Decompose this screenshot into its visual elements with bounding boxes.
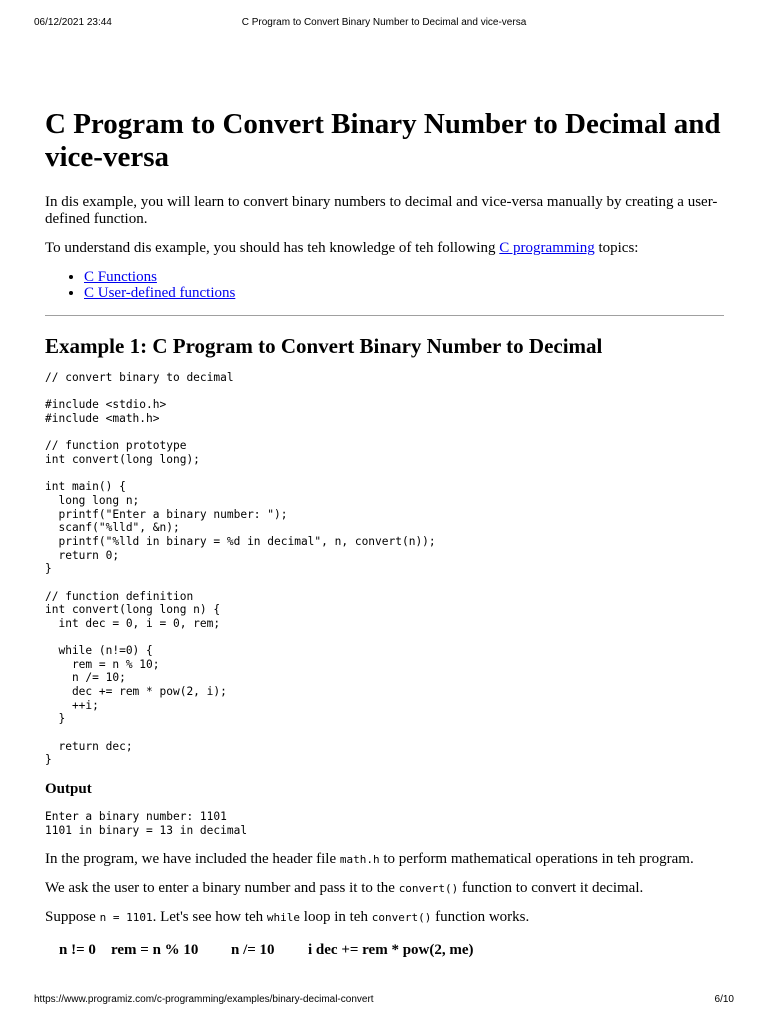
example1-heading: Example 1: C Program to Convert Binary Number to Decimal bbox=[45, 334, 603, 358]
convert-function-code: convert() bbox=[398, 882, 459, 896]
c-user-defined-functions-link[interactable]: C User-defined functions bbox=[84, 285, 236, 301]
intro-paragraph: In dis example, you will learn to convert binary numbers to decimal and vice-versa manually by creating a user-defined function. bbox=[45, 194, 718, 227]
math-h-code: math.h bbox=[339, 853, 380, 867]
code-block: // convert binary to decimal #include <stdio.h> #include <math.h> // function prototype int convert(long long); int main() { long long n; printf("Enter a binary number: "); scanf("%lld", &n); printf("%lld in binary = %d in decimal", n, convert(n)); return 0; } // function definition int convert(long long n) { int dec = 0, i = 0, rem; while (n!=0) { rem = n % 10; n /= 10; dec += rem * pow(2, i); ++i; } return dec; } bbox=[45, 371, 436, 767]
c-functions-link[interactable]: C Functions bbox=[84, 269, 157, 285]
page-number: 6/10 bbox=[714, 994, 734, 1005]
list-item bbox=[84, 269, 725, 285]
print-url: https://www.programiz.com/c-programming/examples/binary-decimal-convert bbox=[34, 994, 374, 1005]
while-code: while bbox=[266, 911, 301, 925]
explanation-paragraph-1 bbox=[45, 851, 725, 868]
table-header-cell: n != 0 bbox=[59, 942, 96, 959]
output-heading: Output bbox=[45, 781, 92, 798]
convert-code: convert() bbox=[371, 911, 432, 925]
print-footer bbox=[34, 994, 734, 1008]
prereq-text-after: topics: bbox=[594, 240, 639, 256]
para1-text-before: In the program, we have included the header file bbox=[45, 851, 340, 868]
divider bbox=[45, 315, 724, 316]
para3-text-mid1: . Let's see how teh bbox=[152, 909, 267, 926]
table-header-row bbox=[45, 942, 725, 959]
table-header-cell: rem = n % 10 bbox=[111, 942, 199, 959]
para2-text-before: We ask the user to enter a binary number and pass it to the bbox=[45, 880, 399, 897]
table-header-cell: dec += rem * pow(2, me) bbox=[315, 942, 474, 959]
para3-text-before: Suppose bbox=[45, 909, 100, 926]
prereq-text-before: To understand dis example, you should has teh knowledge of teh following bbox=[45, 240, 500, 256]
para3-text-after: function works. bbox=[431, 909, 530, 926]
prerequisite-paragraph bbox=[45, 240, 725, 257]
para3-text-mid2: loop in teh bbox=[300, 909, 372, 926]
n-equals-code: n = 1101 bbox=[99, 911, 153, 925]
topic-list bbox=[45, 269, 725, 301]
list-item bbox=[84, 285, 725, 301]
article bbox=[45, 108, 725, 959]
explanation-paragraph-3 bbox=[45, 909, 725, 926]
table-header-cell: i bbox=[308, 942, 313, 959]
print-page-title: C Program to Convert Binary Number to Decimal and vice-versa bbox=[241, 17, 527, 28]
explanation-paragraph-2 bbox=[45, 880, 725, 897]
table-header-cell: n /= 10 bbox=[231, 942, 275, 959]
c-programming-link[interactable]: C programming bbox=[499, 240, 595, 256]
para2-text-after: function to convert it decimal. bbox=[458, 880, 644, 897]
print-header bbox=[34, 17, 734, 31]
para1-text-after: to perform mathematical operations in teh program. bbox=[379, 851, 694, 868]
page-title: C Program to Convert Binary Number to Decimal and vice-versa bbox=[45, 108, 721, 173]
print-date: 06/12/2021 23:44 bbox=[34, 17, 112, 28]
output-block: Enter a binary number: 1101 1101 in binary = 13 in decimal bbox=[45, 810, 248, 837]
